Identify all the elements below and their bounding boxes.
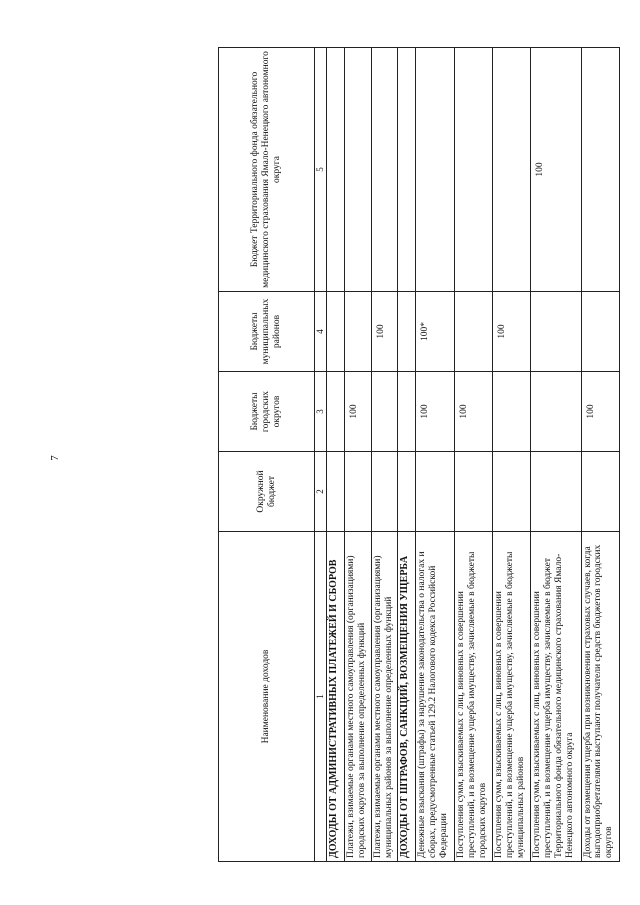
row-name: Доходы от возмещения ущерба при возникновении страховых случаев, когда выгодоприобретателями выступают получатели средств бюджетов городских округов [581,532,619,862]
cell-medical-fund [416,48,454,292]
column-number: 5 [315,48,327,292]
page-number: 7 [48,455,61,461]
cell-municipal [581,292,619,372]
header-municipal-budgets: Бюджеты муниципальных районов [219,292,315,372]
column-number: 1 [315,532,327,862]
column-number: 3 [315,372,327,452]
cell-municipal: 100 [493,292,531,372]
cell-municipal [398,292,416,372]
cell-municipal [327,292,345,372]
cell-medical-fund [581,48,619,292]
header-medical-fund-budget: Бюджет Территориального фонда обязательного медицинского страхования Ямало-Ненецкого автономного округа [219,48,315,292]
cell-municipal [345,292,372,372]
cell-municipal: 100* [416,292,454,372]
cell-district [454,452,492,532]
section-row [398,48,416,862]
cell-medical-fund [398,48,416,292]
cell-municipal: 100 [371,292,398,372]
row-name: Платежи, взимаемые органами местного самоуправления (организациями) городских округов за выполнение определенных функций [345,532,372,862]
table-row [531,48,581,862]
cell-city [327,372,345,452]
table-row [416,48,454,862]
cell-medical-fund [345,48,372,292]
cell-district [327,452,345,532]
cell-district [531,452,581,532]
cell-medical-fund [327,48,345,292]
column-number-row [315,48,327,862]
rotated-table-wrapper [218,48,620,862]
cell-district [371,452,398,532]
cell-district [416,452,454,532]
cell-city: 100 [416,372,454,452]
column-number: 2 [315,452,327,532]
cell-city [493,372,531,452]
cell-district [493,452,531,532]
column-number: 4 [315,292,327,372]
cell-city [531,372,581,452]
cell-district [398,452,416,532]
cell-city [371,372,398,452]
header-row [219,48,315,862]
row-name: Поступления сумм, взыскиваемых с лиц, виновных в совершении преступлений, и в возмещение ущерба имуществу, зачисляемые в бюджеты городских округов [454,532,492,862]
table-row [454,48,492,862]
cell-district [345,452,372,532]
cell-city [398,372,416,452]
cell-municipal [454,292,492,372]
header-city-budgets: Бюджеты городских округов [219,372,315,452]
header-name: Наименование доходов [219,532,315,862]
table-row [581,48,619,862]
row-name: ДОХОДЫ ОТ АДМИНИСТРАТИВНЫХ ПЛАТЕЖЕЙ И СБОРОВ [327,532,345,862]
cell-medical-fund: 100 [531,48,581,292]
table-row [345,48,372,862]
table-row [371,48,398,862]
header-district-budget: Окружной бюджет [219,452,315,532]
cell-district [581,452,619,532]
cell-medical-fund [371,48,398,292]
cell-city: 100 [581,372,619,452]
cell-municipal [531,292,581,372]
cell-medical-fund [454,48,492,292]
row-name: Денежные взыскания (штрафы) за нарушение законодательства о налогах и сборах, предусмотренные статьей 129.2 Налогового кодекса Российской Федерации [416,532,454,862]
cell-city: 100 [345,372,372,452]
section-row [327,48,345,862]
row-name: ДОХОДЫ ОТ ШТРАФОВ, САНКЦИЙ, ВОЗМЕЩЕНИЯ УЩЕРБА [398,532,416,862]
row-name: Поступления сумм, взыскиваемых с лиц, виновных в совершении преступлений, и в возмещение ущерба имуществу, зачисляемые в бюджеты муниципальных районов [493,532,531,862]
cell-city: 100 [454,372,492,452]
cell-medical-fund [493,48,531,292]
row-name: Поступления сумм, взыскиваемых с лиц, виновных в совершении преступлений, и в возмещение ущерба имуществу, зачисляемые в бюджет Территориального фонда обязательного медицинского страхования Ямало-Ненецкого автономного округа [531,532,581,862]
revenue-distribution-table [218,47,620,862]
table-row [493,48,531,862]
row-name: Платежи, взимаемые органами местного самоуправления (организациями) муниципальных районов за выполнение определенных функций [371,532,398,862]
